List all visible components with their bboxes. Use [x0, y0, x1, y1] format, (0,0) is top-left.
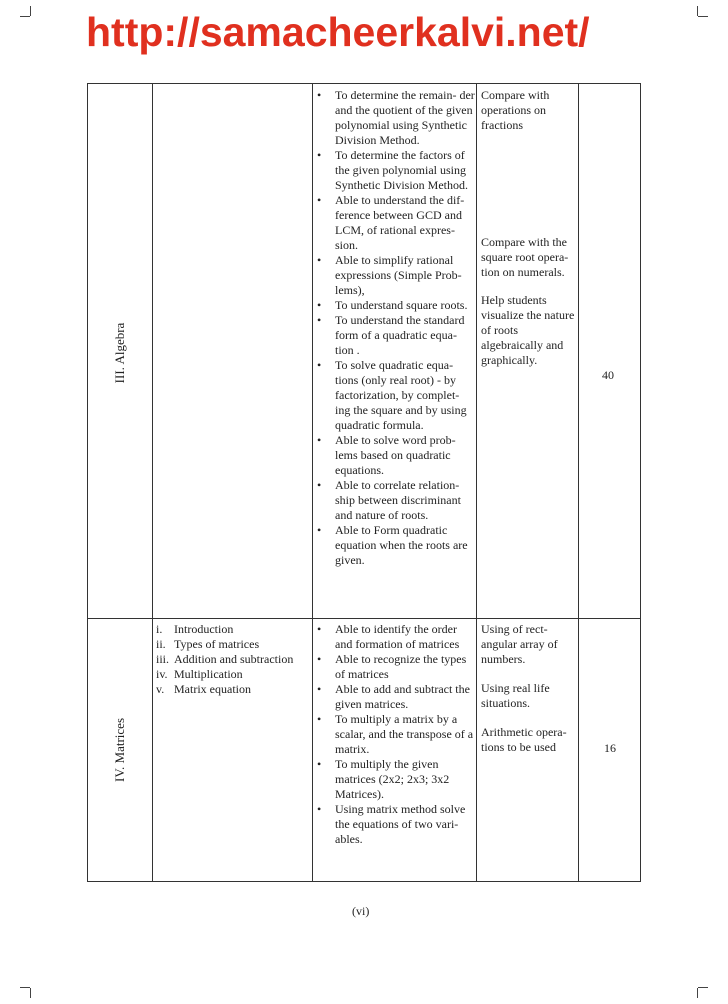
crop-mark-top-left: [30, 6, 41, 16]
hours-matrices: 16: [604, 741, 616, 755]
crop-mark-bottom-left-h: [20, 987, 30, 988]
objective-item: • To understand square roots.: [315, 298, 475, 313]
note-square-root: Compare with the square root opera- tion on numerals.: [481, 235, 569, 279]
objective-item: • Able to understand the dif- ference between GCD and LCM, of rational expres- sion.: [315, 193, 475, 253]
col-divider-3: [476, 84, 477, 881]
objective-item: • To multiply the given matrices (2x2; 2x3; 3x2 Matrices).: [315, 757, 475, 802]
unit-label-matrices: IV. Matrices: [112, 717, 127, 783]
objectives-list-algebra: [315, 88, 475, 568]
note-fractions: Compare with operations on fractions: [481, 88, 550, 132]
row-divider: [88, 618, 640, 619]
objective-item: • To understand the standard form of a quadratic equa- tion .: [315, 313, 475, 358]
objective-item: • To multiply a matrix by a scalar, and the transpose of a matrix.: [315, 712, 475, 757]
objective-item: • Able to solve word prob- lems based on quadratic equations.: [315, 433, 475, 478]
unit-label-algebra: III. Algebra: [112, 322, 127, 384]
content-item: iii. Addition and subtraction: [156, 652, 294, 666]
col-divider-1: [152, 84, 153, 881]
content-item: v. Matrix equation: [156, 682, 251, 696]
content-item: i. Introduction: [156, 622, 234, 636]
crop-mark-bottom-left: [30, 988, 41, 998]
note-roots: Help students visualize the nature of roots algebraically and graphically.: [481, 293, 575, 367]
col-divider-2: [312, 84, 313, 881]
crop-mark-bottom-right-h: [698, 987, 708, 988]
note-rectangular-array: Using of rect- angular array of numbers.: [481, 622, 558, 666]
note-arithmetic: Arithmetic opera- tions to be used: [481, 725, 567, 754]
objective-item: • Able to correlate relation- ship between discriminant and nature of roots.: [315, 478, 475, 523]
objective-item: • To determine the factors of the given polynomial using Synthetic Division Method.: [315, 148, 475, 193]
crop-mark-top-right-h: [698, 16, 708, 17]
objective-item: • Able to recognize the types of matrices: [315, 652, 475, 682]
objective-item: • Able to Form quadratic equation when the roots are given.: [315, 523, 475, 568]
objective-item: • To solve quadratic equa- tions (only real root) - by factorization, by complet- ing the square and by using quadratic formula.: [315, 358, 475, 433]
watermark-url[interactable]: http://samacheerkalvi.net/: [86, 9, 590, 55]
objective-item: • To determine the remain- der and the quotient of the given polynomial using Synthetic Division Method.: [315, 88, 475, 148]
crop-mark-bottom-right: [687, 988, 698, 998]
objective-item: • Using matrix method solve the equations of two vari- ables.: [315, 802, 475, 847]
note-real-life: Using real life situations.: [481, 681, 550, 710]
contents-list-matrices: [156, 622, 316, 697]
objective-item: • Able to identify the order and formation of matrices: [315, 622, 475, 652]
objective-item: • Able to add and subtract the given matrices.: [315, 682, 475, 712]
syllabus-table: [87, 83, 641, 882]
content-item: ii. Types of matrices: [156, 637, 260, 651]
content-item: iv. Multiplication: [156, 667, 243, 681]
objective-item: • Able to simplify rational expressions (Simple Prob- lems),: [315, 253, 475, 298]
crop-mark-top-left-h: [20, 16, 30, 17]
objectives-list-matrices: [315, 622, 475, 847]
col-divider-4: [578, 84, 579, 881]
crop-mark-top-right: [687, 6, 698, 16]
hours-algebra: 40: [602, 368, 614, 382]
page-number: (vi): [352, 904, 370, 918]
